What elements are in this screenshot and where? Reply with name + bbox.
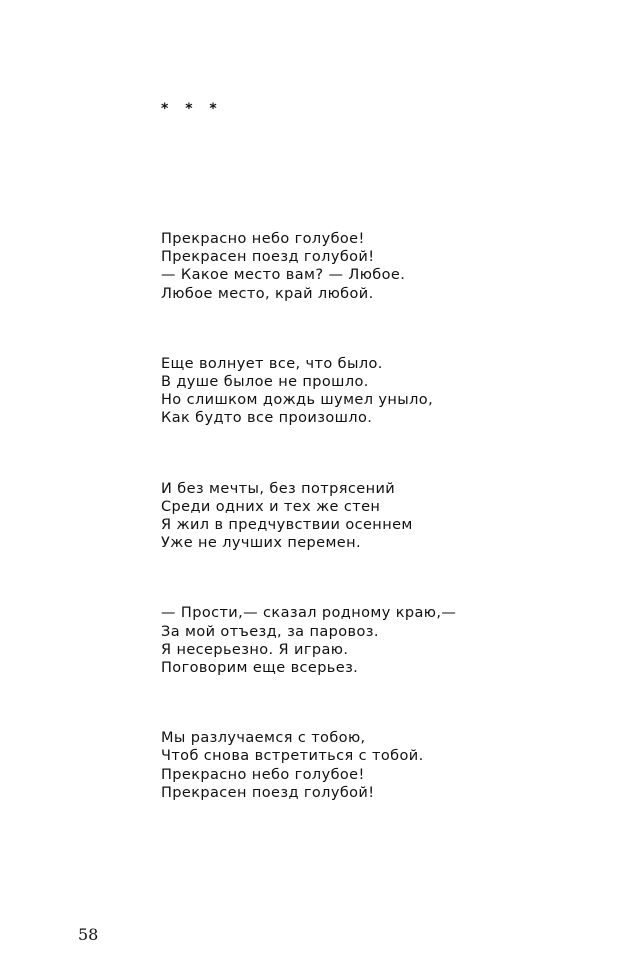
poem-line: Поговорим еще всерьез.: [161, 660, 359, 677]
poem-line: Как будто все произошло.: [161, 410, 373, 427]
stanza-5: [161, 729, 581, 802]
poem-line: Любое место, край любой.: [161, 285, 374, 302]
poem-line: Прекрасно небо голубое!: [161, 766, 365, 783]
stanza-2: [161, 355, 581, 428]
poem-body: [161, 230, 581, 854]
poem-line: Еще волнует все, что было.: [161, 355, 383, 372]
poem-line: — Какое место вам? — Любое.: [161, 267, 406, 284]
poem-line: Но слишком дождь шумел уныло,: [161, 392, 434, 409]
poem-line: Я жил в предчувствии осеннем: [161, 517, 413, 534]
poem-line: Прекрасно небо голубое!: [161, 231, 365, 247]
page-number: 58: [78, 925, 99, 944]
poem-line: В душе былое не прошло.: [161, 374, 369, 391]
poem-line: Уже не лучших перемен.: [161, 535, 362, 552]
poem-line: Мы разлучаемся с тобою,: [161, 730, 366, 747]
poem-line: И без мечты, без потрясений: [161, 480, 396, 497]
poem-line: Прекрасен поезд голубой!: [161, 249, 375, 266]
stanza-1: [161, 230, 581, 303]
poem-line: — Прости,— сказал родному краю,—: [161, 605, 457, 622]
section-asterism: * * *: [161, 101, 223, 117]
poem-line: Я несерьезно. Я играю.: [161, 641, 349, 658]
poem-line: Среди одних и тех же стен: [161, 498, 381, 515]
poem-line: За мой отъезд, за паровоз.: [161, 623, 379, 640]
stanza-4: [161, 604, 581, 677]
stanza-3: [161, 480, 581, 553]
poem-line: Чтоб снова встретиться с тобой.: [161, 748, 424, 765]
poem-line: Прекрасен поезд голубой!: [161, 784, 375, 801]
